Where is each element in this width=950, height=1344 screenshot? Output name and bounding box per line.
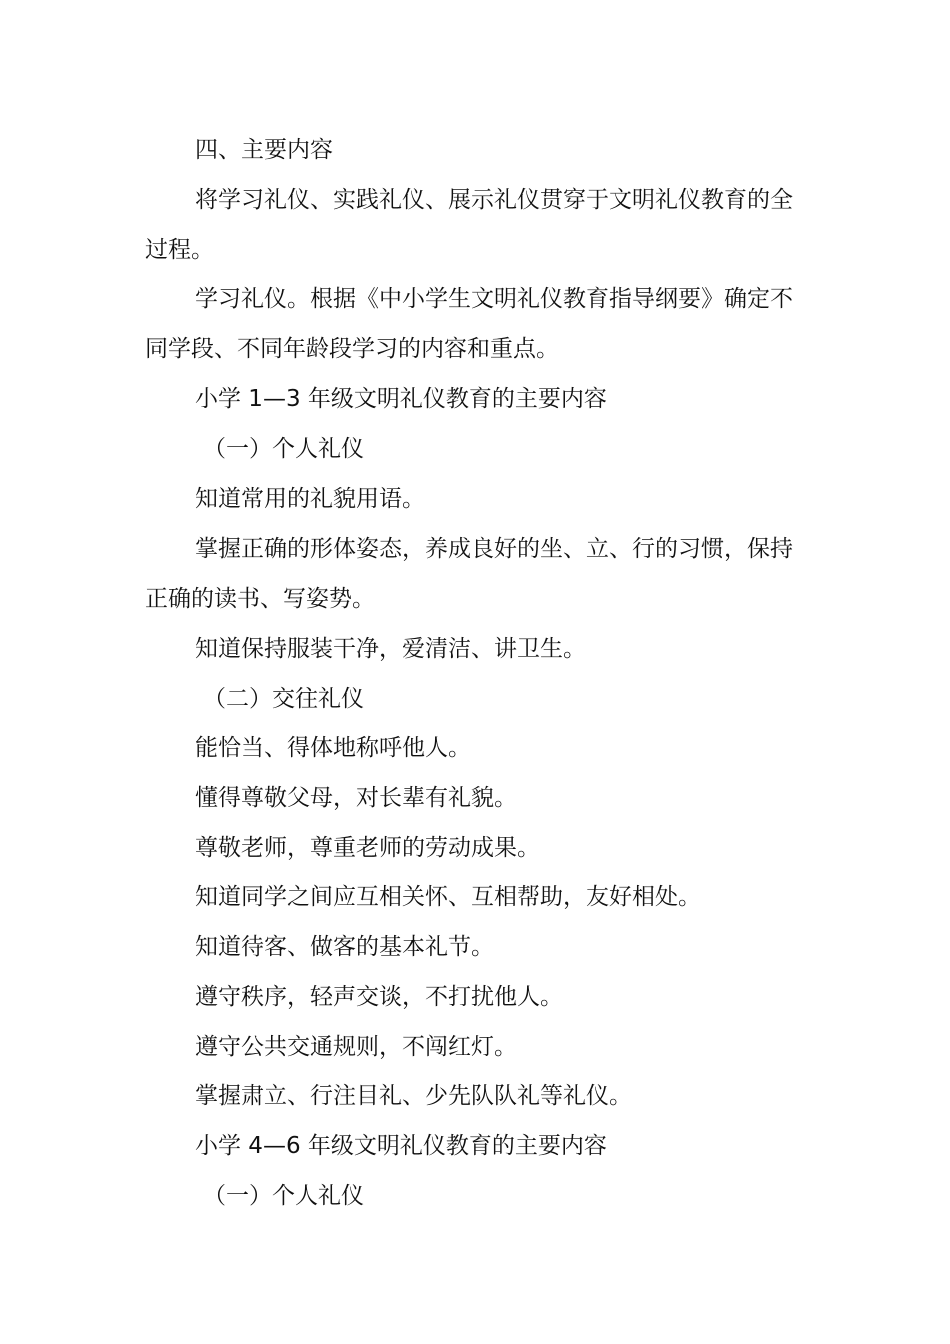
list-item: 知道常用的礼貌用语。 [195, 486, 425, 512]
list-item: 知道待客、做客的基本礼节。 [195, 934, 494, 960]
subsection-heading: 小学 4—6 年级文明礼仪教育的主要内容 [195, 1133, 607, 1159]
list-item: 遵守公共交通规则，不闯红灯。 [195, 1034, 517, 1060]
category-heading: （一）个人礼仪 [203, 1183, 364, 1209]
section-heading: 四、主要内容 [195, 137, 333, 163]
paragraph: 将学习礼仪、实践礼仪、展示礼仪贯穿于文明礼仪教育的全过程。 [145, 187, 793, 263]
list-item: 遵守秩序，轻声交谈，不打扰他人。 [195, 984, 563, 1010]
list-item: 能恰当、得体地称呼他人。 [195, 735, 471, 761]
list-item: 掌握正确的形体姿态，养成良好的坐、立、行的习惯，保持正确的读书、写姿势。 [145, 536, 793, 612]
category-heading: （一）个人礼仪 [203, 436, 364, 462]
list-item: 掌握肃立、行注目礼、少先队队礼等礼仪。 [195, 1083, 632, 1109]
list-item: 知道保持服装干净，爱清洁、讲卫生。 [195, 636, 586, 662]
list-item: 尊敬老师，尊重老师的劳动成果。 [195, 835, 540, 861]
list-item: 懂得尊敬父母，对长辈有礼貌。 [195, 785, 517, 811]
paragraph: 学习礼仪。根据《中小学生文明礼仪教育指导纲要》确定不同学段、不同年龄段学习的内容和重点。 [145, 286, 793, 362]
subsection-heading: 小学 1—3 年级文明礼仪教育的主要内容 [195, 386, 607, 412]
category-heading: （二）交往礼仪 [203, 686, 364, 712]
list-item: 知道同学之间应互相关怀、互相帮助，友好相处。 [195, 884, 701, 910]
